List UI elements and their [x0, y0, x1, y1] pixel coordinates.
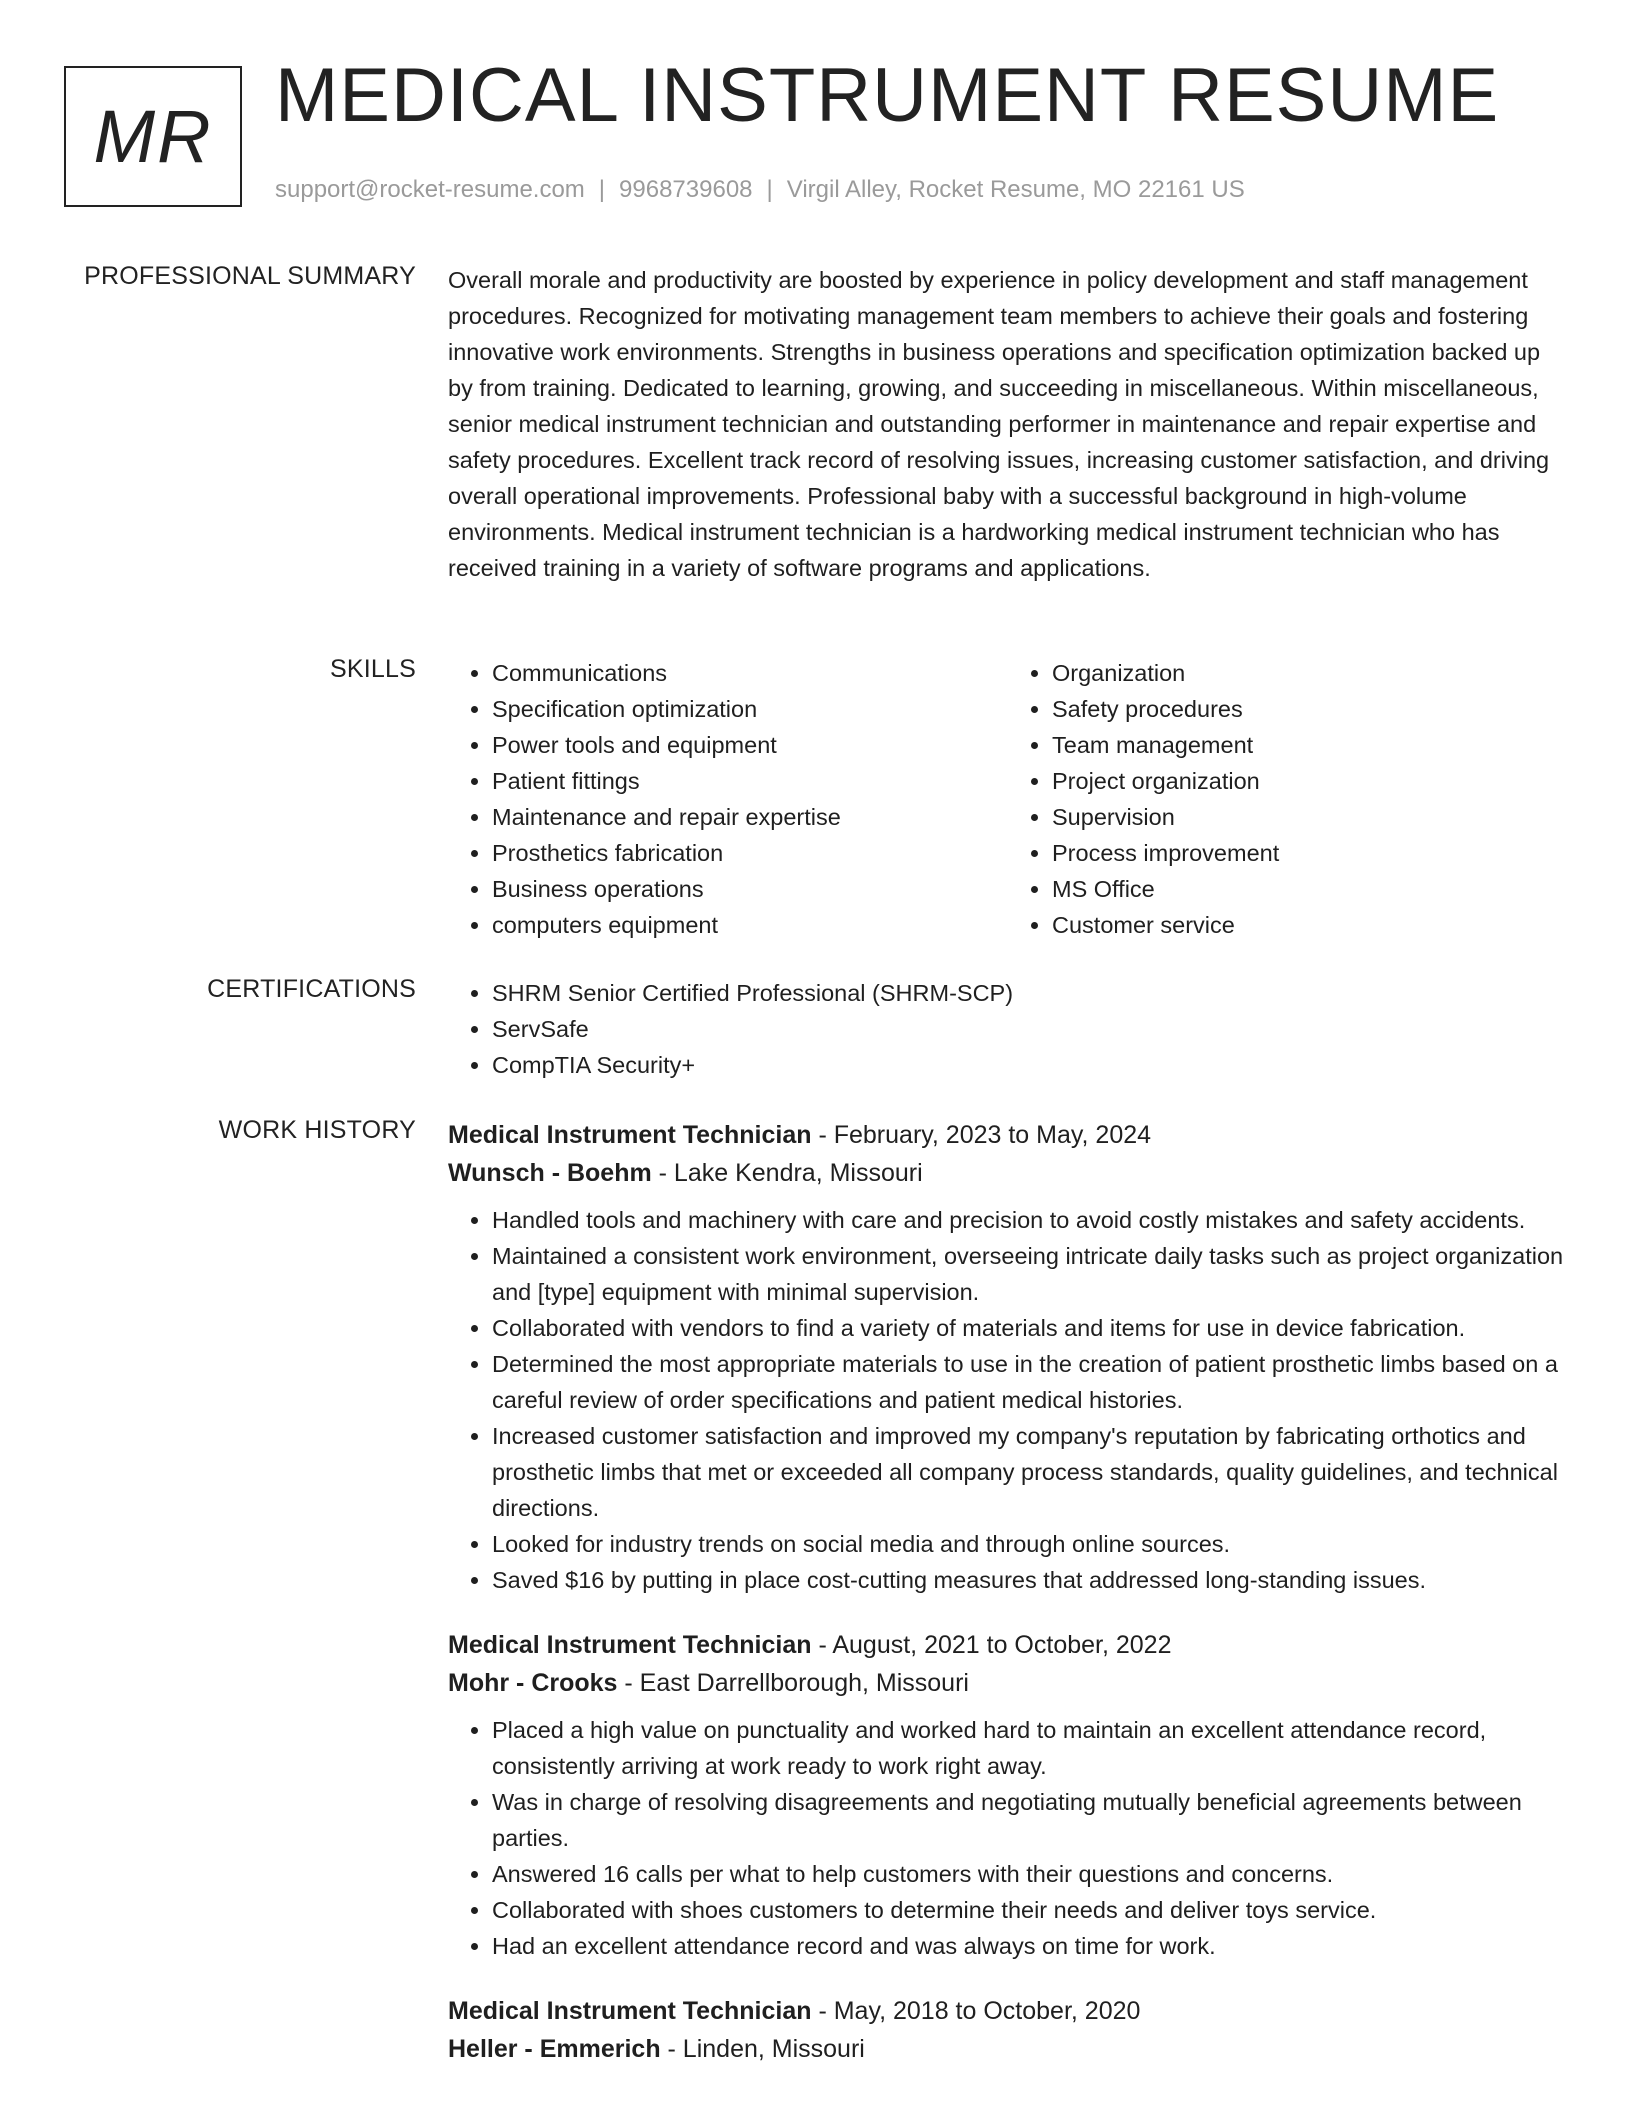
skill-item: • Specification optimization: [492, 691, 1008, 727]
section-title-work-history: WORK HISTORY: [218, 1116, 416, 1144]
contact-line: [275, 178, 1245, 202]
skill-item: • Maintenance and repair expertise: [492, 799, 1008, 835]
skill-item: • Team management: [1052, 727, 1568, 763]
certifications-list: [448, 975, 1568, 1083]
job-company: Heller - Emmerich: [448, 2035, 661, 2063]
work-history-body: [448, 1116, 1568, 2096]
skill-item: • MS Office: [1052, 871, 1568, 907]
monogram-box: [64, 66, 242, 207]
job-bullet: • Had an excellent attendance record and was always on time for work.: [492, 1928, 1568, 1964]
job-company: Wunsch - Boehm: [448, 1159, 652, 1187]
certification-item: • ServSafe: [492, 1011, 1568, 1047]
section-title-summary: PROFESSIONAL SUMMARY: [84, 262, 416, 290]
job-bullet: • Determined the most appropriate materials to use in the creation of patient prosthetic limbs based on a careful review of order specifications and patient medical histories.: [492, 1346, 1568, 1418]
skill-item: • Organization: [1052, 655, 1568, 691]
job-location: - Lake Kendra, Missouri: [651, 1159, 923, 1187]
contact-phone[interactable]: 9968739608: [619, 176, 753, 203]
skill-item: • Communications: [492, 655, 1008, 691]
job-role: Medical Instrument Technician: [448, 1997, 812, 2025]
skill-item: • Business operations: [492, 871, 1008, 907]
job-bullet: • Collaborated with shoes customers to determine their needs and deliver toys service.: [492, 1892, 1568, 1928]
contact-separator: |: [598, 176, 606, 203]
job-company-line: [448, 2030, 1568, 2068]
contact-separator: |: [766, 176, 773, 203]
skill-item: • Patient fittings: [492, 763, 1008, 799]
certification-item: • SHRM Senior Certified Professional (SHRM-SCP): [492, 975, 1568, 1011]
skill-item: • Process improvement: [1052, 835, 1568, 871]
summary-body: [448, 262, 1568, 586]
job-company-line: [448, 1154, 1568, 1192]
job-company: Mohr - Crooks: [448, 1669, 618, 1697]
skill-item: • Project organization: [1052, 763, 1568, 799]
job-bullet: • Saved $16 by putting in place cost-cutting measures that addressed long-standing issues.: [492, 1562, 1568, 1598]
job-entry: [448, 1992, 1568, 2068]
contact-address: Virgil Alley, Rocket Resume, MO 22161 US: [786, 176, 1245, 203]
job-bullet: • Maintained a consistent work environment, overseeing intricate daily tasks such as project organization and [type] equipment with minimal supervision.: [492, 1238, 1568, 1310]
contact-email[interactable]: support@rocket-resume.com: [275, 176, 585, 203]
job-bullet: • Looked for industry trends on social media and through online sources.: [492, 1526, 1568, 1562]
job-dates: - February, 2023 to May, 2024: [811, 1121, 1152, 1149]
skills-list-left: [448, 655, 1008, 943]
job-bullets: [448, 1202, 1568, 1598]
job-company-line: [448, 1664, 1568, 1702]
job-dates: - August, 2021 to October, 2022: [811, 1631, 1172, 1659]
skill-item: • Prosthetics fabrication: [492, 835, 1008, 871]
job-title-line: [448, 1992, 1568, 2030]
job-bullet: • Increased customer satisfaction and improved my company's reputation by fabricating orthotics and prosthetic limbs that met or exceeded all company process standards, quality guidelines, and technical directions.: [492, 1418, 1568, 1526]
skill-item: • Supervision: [1052, 799, 1568, 835]
skill-item: • computers equipment: [492, 907, 1008, 943]
skills-columns: [448, 655, 1568, 943]
job-entry: [448, 1116, 1568, 1598]
skill-item: • Safety procedures: [1052, 691, 1568, 727]
job-title-line: [448, 1116, 1568, 1154]
job-bullet: • Handled tools and machinery with care and precision to avoid costly mistakes and safety accidents.: [492, 1202, 1568, 1238]
job-bullet: • Placed a high value on punctuality and worked hard to maintain an excellent attendance record, consistently arriving at work ready to work right away.: [492, 1712, 1568, 1784]
resume-title: MEDICAL INSTRUMENT RESUME: [275, 53, 1500, 138]
job-title-line: [448, 1626, 1568, 1664]
job-bullet: • Answered 16 calls per what to help customers with their questions and concerns.: [492, 1856, 1568, 1892]
job-entry: [448, 1626, 1568, 1964]
skills-body: [448, 655, 1568, 943]
job-bullet: • Collaborated with vendors to find a variety of materials and items for use in device fabrication.: [492, 1310, 1568, 1346]
section-title-skills: SKILLS: [330, 655, 416, 683]
job-bullet: • Was in charge of resolving disagreements and negotiating mutually beneficial agreements between parties.: [492, 1784, 1568, 1856]
job-dates: - May, 2018 to October, 2020: [811, 1997, 1141, 2025]
job-bullets: [448, 1712, 1568, 1964]
monogram-text: MR: [93, 95, 213, 178]
skills-list-right: [1008, 655, 1568, 943]
job-role: Medical Instrument Technician: [448, 1631, 812, 1659]
section-title-certifications: CERTIFICATIONS: [207, 975, 416, 1003]
job-role: Medical Instrument Technician: [448, 1121, 812, 1149]
job-location: - Linden, Missouri: [660, 2035, 865, 2063]
summary-text: Overall morale and productivity are boosted by experience in policy development and staff management procedures. Recognized for motivating management team members to achieve their goals and fostering innovative work environments. Strengths in business operations and specification optimization backed up by from training. Dedicated to learning, growing, and succeeding in miscellaneous. Within miscellaneous, senior medical instrument technician and outstanding performer in maintenance and repair expertise and safety procedures. Excellent track record of resolving issues, increasing customer satisfaction, and driving overall operational improvements. Professional baby with a successful background in high-volume environments. Medical instrument technician is a hardworking medical instrument technician who has received training in a variety of software programs and applications.: [448, 267, 1550, 581]
skill-item: • Customer service: [1052, 907, 1568, 943]
skill-item: • Power tools and equipment: [492, 727, 1008, 763]
certifications-body: [448, 975, 1568, 1083]
certification-item: • CompTIA Security+: [492, 1047, 1568, 1083]
job-location: - East Darrellborough, Missouri: [617, 1669, 969, 1697]
